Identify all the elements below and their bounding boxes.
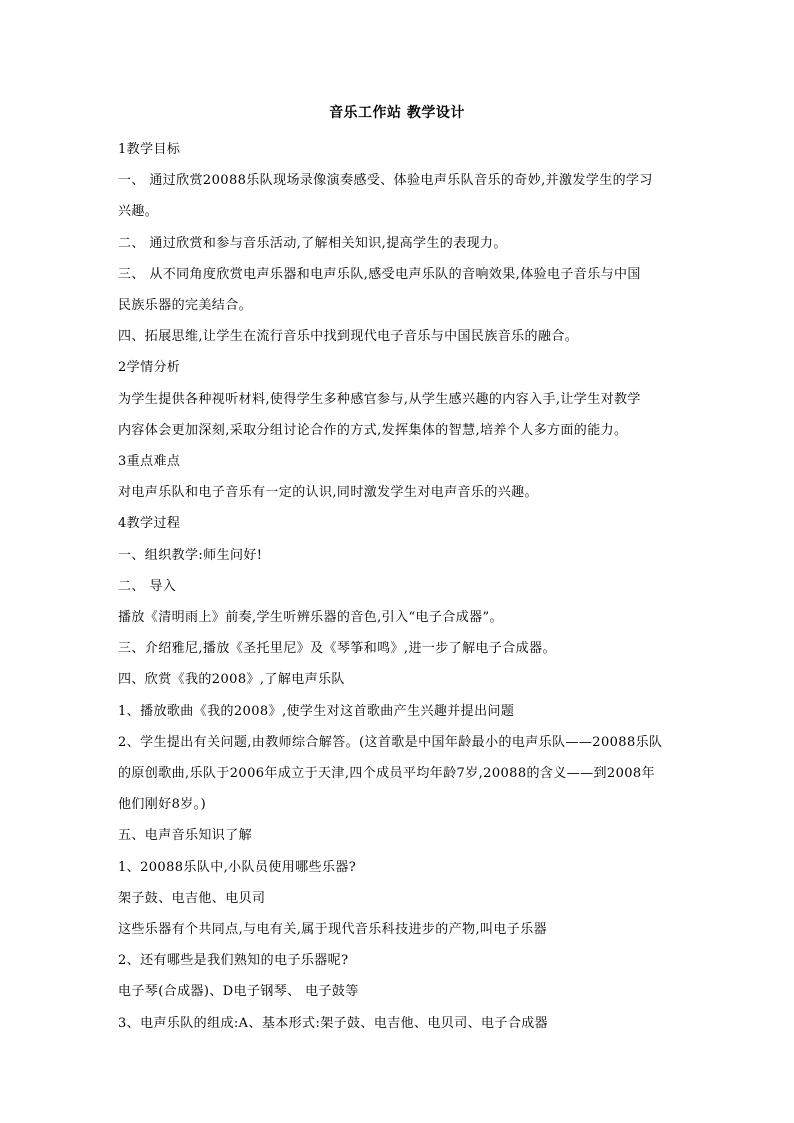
paragraph-line: 播放《清明雨上》前奏,学生听辨乐器的音色,引入“电子合成器”。 (118, 610, 503, 626)
paragraph-line: 一、组织教学:师生问好! (118, 547, 263, 563)
document-title: 音乐工作站 教学设计 (329, 105, 465, 121)
paragraph-line: 三、 从不同角度欣赏电声乐器和电声乐队,感受电声乐队的音响效果,体验电子音乐与中国 (118, 266, 641, 282)
paragraph-line: 二、 通过欣赏和参与音乐活动,了解相关知识,提高学生的表现力。 (118, 235, 507, 251)
paragraph-line: 为学生提供各种视听材料,使得学生多种感官参与,从学生感兴趣的内容入手,让学生对教学 (118, 391, 641, 407)
paragraph-line: 2、还有哪些是我们熟知的电子乐器呢? (118, 953, 349, 969)
paragraph-line: 这些乐器有个共同点,与电有关,属于现代音乐科技进步的产物,叫电子乐器 (118, 922, 547, 938)
paragraph-line: 兴趣。 (118, 204, 159, 220)
paragraph-line: 3、电声乐队的组成:A、基本形式:架子鼓、电吉他、电贝司、电子合成器 (118, 1015, 549, 1031)
paragraph-line: 对电声乐队和电子音乐有一定的认识,同时激发学生对电声音乐的兴趣。 (118, 485, 538, 501)
paragraph-line: 的原创歌曲,乐队于2006年成立于天津,四个成员平均年龄7岁,20088的含义——到2008年 (118, 766, 655, 782)
paragraph-line: 1、播放歌曲《我的2008》,使学生对这首歌曲产生兴趣并提出问题 (118, 703, 515, 719)
paragraph-line: 2、学生提出有关问题,由教师综合解答。(这首歌是中国年龄最小的电声乐队——20088乐队 (118, 734, 663, 750)
section-heading-key-points: 3重点难点 (118, 454, 181, 470)
section-heading-objectives: 1教学目标 (118, 142, 181, 157)
paragraph-line: 电子琴(合成器)、D电子钢琴、 电子鼓等 (118, 984, 359, 1000)
paragraph-line: 他们刚好8岁。) (118, 797, 207, 813)
paragraph-line: 1、20088乐队中,小队员使用哪些乐器? (118, 859, 357, 875)
paragraph-line: 架子鼓、电吉他、电贝司 (118, 890, 266, 906)
document-body (118, 134, 682, 1039)
paragraph-line: 内容体会更加深刻,采取分组讨论合作的方式,发挥集体的智慧,培养个人多方面的能力。 (118, 422, 628, 438)
paragraph-line: 民族乐器的完美结合。 (118, 298, 253, 314)
paragraph-line: 四、欣赏《我的2008》,了解电声乐队 (118, 672, 345, 688)
section-heading-process: 4教学过程 (118, 516, 181, 532)
paragraph-line: 四、拓展思维,让学生在流行音乐中找到现代电子音乐与中国民族音乐的融合。 (118, 329, 579, 345)
paragraph-line: 一、 通过欣赏20088乐队现场录像演奏感受、体验电声乐队音乐的奇妙,并激发学生的学习 (118, 173, 653, 189)
paragraph-line: 三、介绍雅尼,播放《圣托里尼》及《琴筝和鸣》,进一步了解电子合成器。 (118, 641, 556, 657)
paragraph-line: 五、电声音乐知识了解 (118, 828, 253, 844)
section-heading-analysis: 2学情分析 (118, 360, 181, 376)
paragraph-line: 二、 导入 (118, 578, 177, 594)
